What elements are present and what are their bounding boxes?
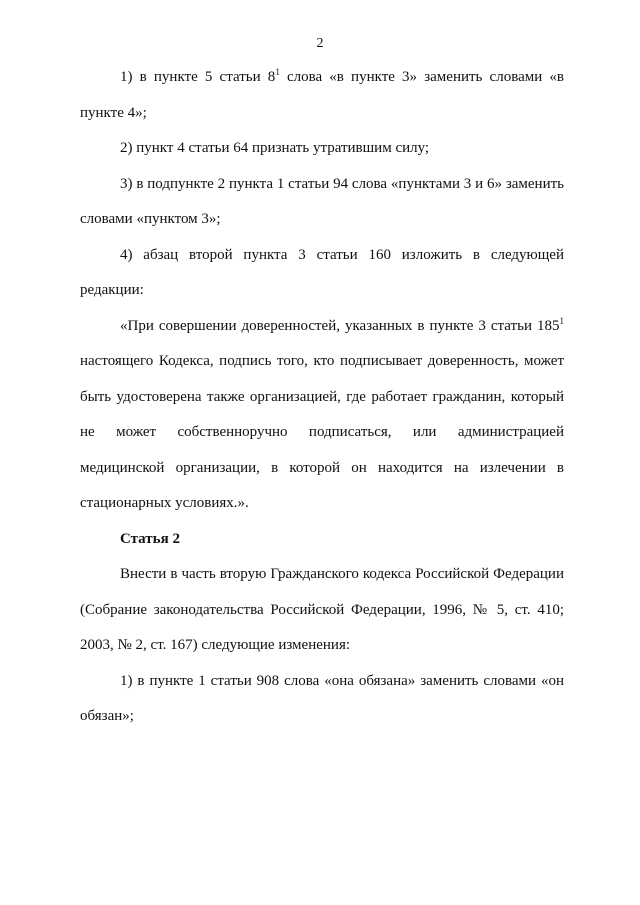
amendment-item-3: [80, 167, 564, 238]
article-heading: Статья 2: [120, 530, 180, 547]
amendment-item-1-line-1: [80, 60, 564, 96]
article-2-line-1: Внести в часть вторую Гражданского кодекса Российской Федерации: [120, 566, 564, 582]
article-2-item-1-line-2: обязан»;: [80, 708, 134, 724]
quote-line-6: стационарных условиях.».: [80, 495, 249, 511]
amendment-item-1-line-2: пункте 4»;: [80, 104, 147, 121]
article-2-item-1-line-1: 1) в пункте 1 статьи 908 слова «она обязана» заменить словами «он: [120, 672, 564, 689]
amendment-item-3-line-1: 3) в подпункте 2 пункта 1 статьи 94 слова «пунктами 3 и 6» заменить: [120, 175, 564, 192]
page-number: 2: [316, 36, 324, 51]
quote-line-5: медицинской организации, в которой он находится на излечении в: [80, 459, 564, 476]
article-2-line-2: (Собрание законодательства Российской Федерации, 1996, № 5, ст. 410;: [80, 601, 564, 618]
amendment-item-1: [80, 60, 564, 131]
document-body: [80, 60, 564, 735]
superscript: 1: [275, 67, 280, 77]
amendment-item-1-text-b: слова «в пункте 3» заменить словами «в: [279, 69, 564, 85]
amendment-item-4: [80, 238, 564, 309]
quoted-paragraph: [80, 309, 564, 522]
quote-line-2: настоящего Кодекса, подпись того, кто подписывает доверенность, может: [80, 353, 564, 369]
amendment-item-3-line-2: словами «пунктом 3»;: [80, 211, 221, 227]
amendment-item-1-text-a: 1) в пункте 5 статьи 8: [120, 69, 276, 85]
superscript: 1: [559, 315, 564, 326]
article-2-intro: [80, 557, 564, 664]
quote-line-3: быть удостоверена также организацией, где работает гражданин, который: [80, 388, 564, 405]
quote-line-4: не может собственноручно подписаться, или администрацией: [80, 424, 564, 440]
amendment-item-2: [80, 131, 564, 167]
article-2-line-3: 2003, № 2, ст. 167) следующие изменения:: [80, 637, 351, 653]
quote-line-1-text: «При совершении доверенностей, указанных в пункте 3 статьи 185: [120, 317, 560, 334]
amendment-item-2-line-1: 2) пункт 4 статьи 64 признать утратившим силу;: [120, 140, 430, 156]
amendment-item-4-line-1: 4) абзац второй пункта 3 статьи 160 изложить в следующей: [120, 246, 564, 263]
article-2-item-1: [80, 664, 564, 735]
amendment-item-4-line-2: редакции:: [80, 282, 144, 298]
quote-line-1: [80, 309, 564, 345]
